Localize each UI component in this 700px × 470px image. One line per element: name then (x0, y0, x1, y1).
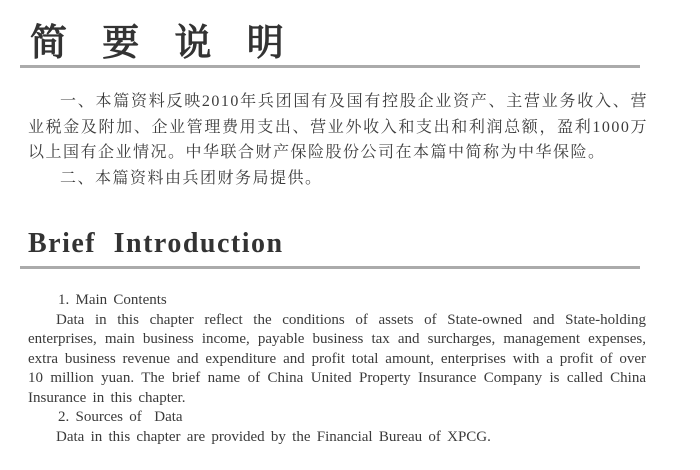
chinese-section-title: 简 要 说 明 (30, 23, 297, 64)
english-subheading-sources-of-data: 2. Sources of Data (58, 409, 183, 425)
english-paragraph-sources-of-data: Data in this chapter are provided by the Financial Bureau of XPCG. (56, 428, 491, 445)
chinese-title-divider (20, 65, 640, 68)
chinese-paragraph-main-contents: 一、本篇资料反映2010年兵团国有及国有控股企业资产、主营业务收入、营业税金及附加、企业管理费用支出、营业外收入和支出和利润总额，盈利1000万以上国有企业情况。中华联合财产保险股份公司在本篇中简称为中华保险。 (28, 93, 648, 161)
chinese-text-block (28, 89, 648, 191)
english-text-block (28, 291, 646, 447)
english-title-divider (20, 266, 640, 269)
english-paragraph-main-contents: Data in this chapter reflect the conditions of assets of State-owned and State-holding enterprises, main business income, payable business tax and surcharges, management expenses, extra business revenue and expenditure and profit total amount, enterprises with a profit of over 10 million yuan. The brief name of China United Property Insurance Company is called China Insurance in this chapter. (28, 311, 646, 406)
english-section-title: Brief Introduction (28, 228, 284, 259)
english-subheading-main-contents: 1. Main Contents (58, 292, 167, 308)
chinese-paragraph-data-source: 二、本篇资料由兵团财务局提供。 (60, 169, 323, 187)
